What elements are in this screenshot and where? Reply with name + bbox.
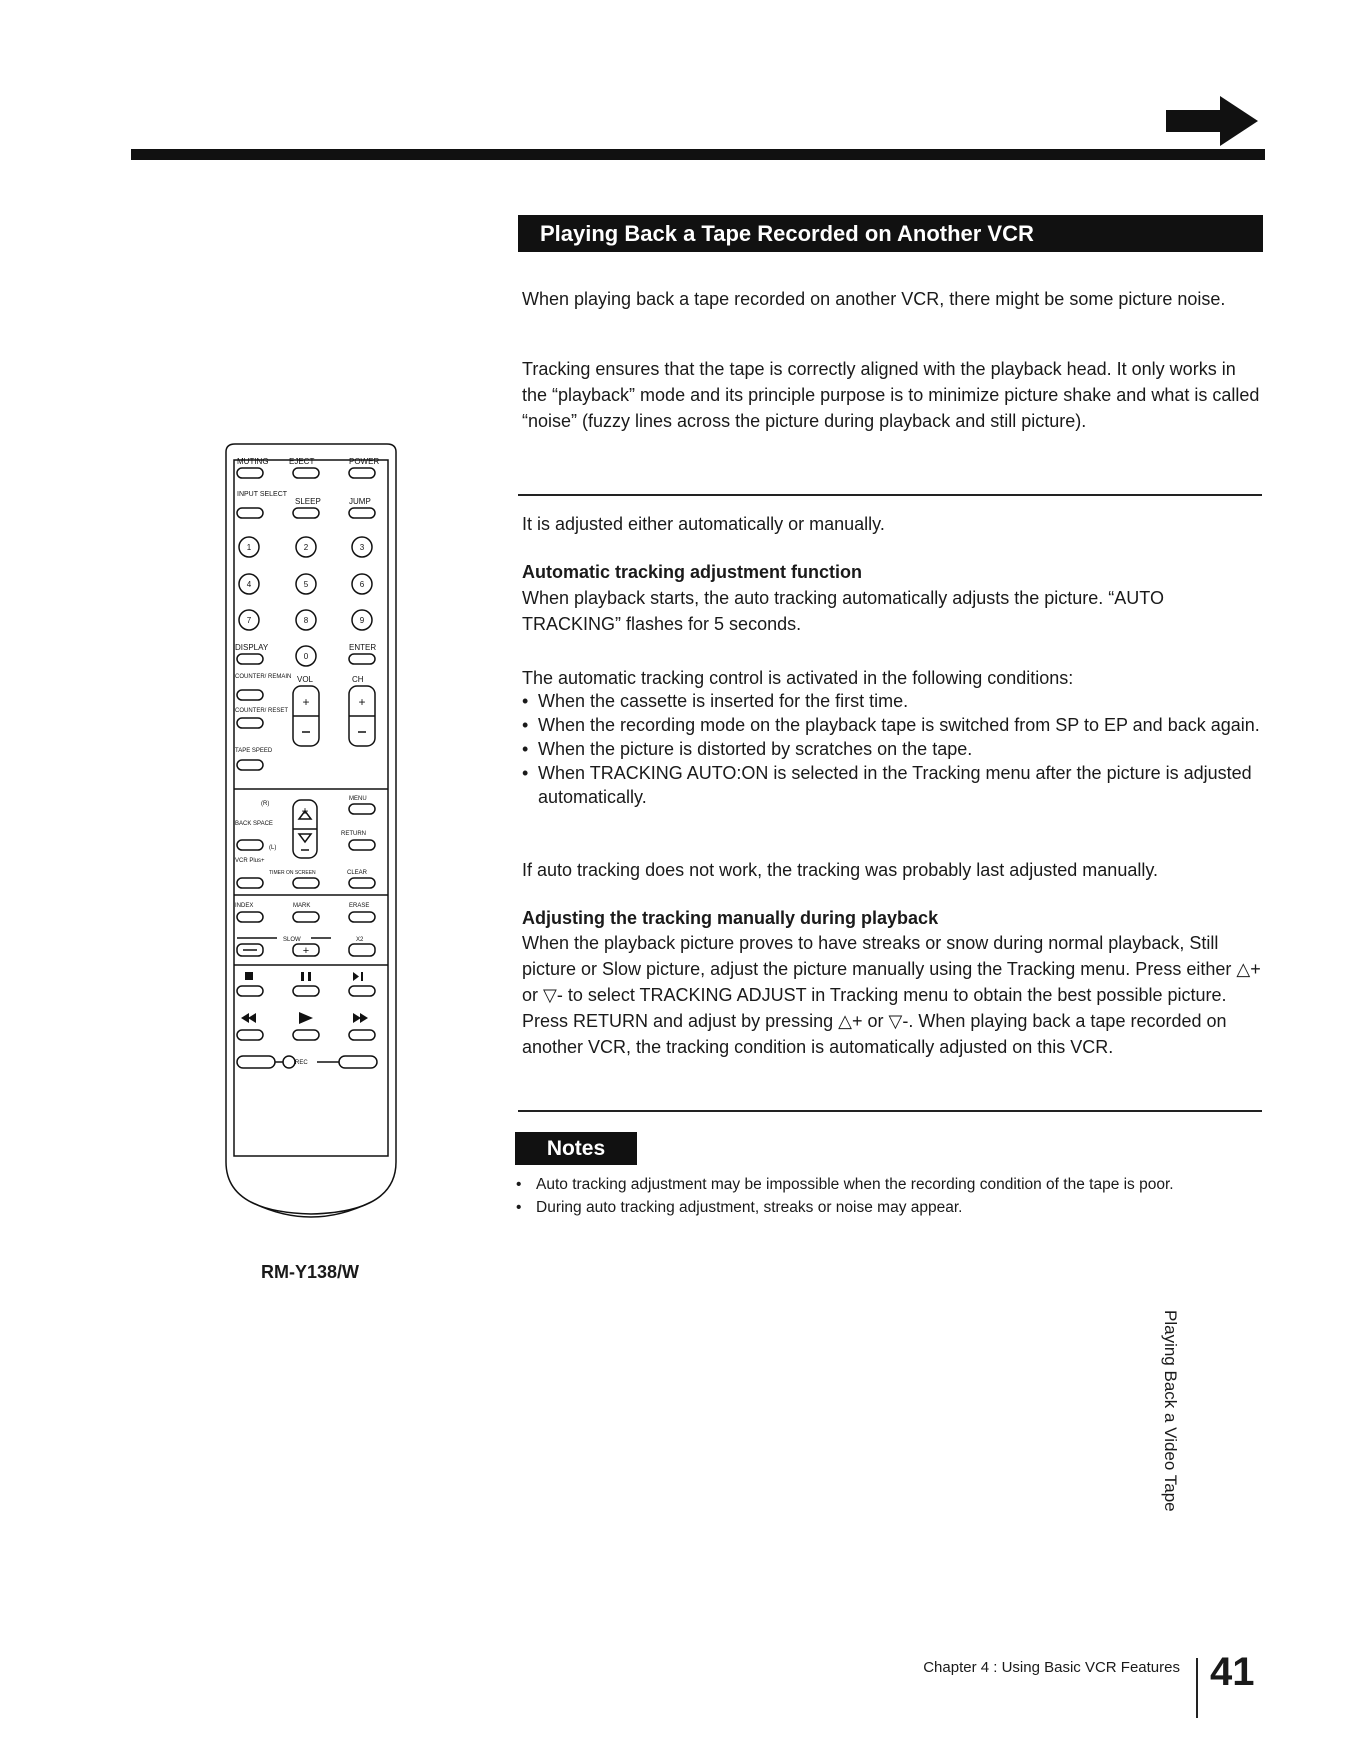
svg-text:+: + [358,695,366,709]
svg-text:VCR Plus+: VCR Plus+ [235,858,265,864]
remote-model-caption: RM-Y138/W [260,1262,359,1282]
divider [518,1110,1262,1112]
svg-text:COUNTER/ REMAIN: COUNTER/ REMAIN [235,674,292,680]
conditions-list [522,689,1262,809]
notes-list [516,1174,1258,1220]
svg-text:REC: REC [295,1060,308,1066]
svg-text:TAPE SPEED: TAPE SPEED [235,748,273,754]
list-item: • When TRACKING AUTO:ON is selected in the Tracking menu after the picture is adjusted automatically. [522,761,1262,809]
svg-text:JUMP: JUMP [349,497,371,506]
svg-text:3: 3 [359,543,365,552]
svg-text:RETURN: RETURN [341,831,366,837]
auto-tracking-paragraph: When playback starts, the auto tracking automatically adjusts the picture. “AUTO TRACKING” flashes for 5 seconds. [522,588,1164,634]
svg-text:+: + [301,804,309,818]
svg-text:INDEX: INDEX [235,903,254,909]
list-item: • When the picture is distorted by scratches on the tape. [522,737,1262,761]
manual-note-paragraph: If auto tracking does not work, the tracking was probably last adjusted manually. [522,860,1159,880]
svg-text:2: 2 [303,543,309,552]
list-item: • When the cassette is inserted for the first time. [522,689,1262,713]
svg-text:BACK SPACE: BACK SPACE [235,821,273,827]
svg-text:SLOW: SLOW [283,937,301,943]
tracking-explanation: Tracking ensures that the tape is correctly aligned with the playback head. It only works in the “playback” mode and its principle purpose is to minimize picture shake and what is called “noise” (fuzzy lines across the picture during playback and still picture). [522,359,1260,431]
page-number: 41 [1210,1650,1255,1694]
svg-text:5: 5 [303,580,309,589]
svg-text:TIMER ON SCREEN: TIMER ON SCREEN [269,870,316,876]
intro-paragraph: When playing back a tape recorded on another VCR, there might be some picture noise. [522,289,1226,309]
svg-text:9: 9 [359,616,365,625]
svg-text:VOL: VOL [297,675,314,684]
next-page-arrow-icon [1166,96,1258,146]
svg-text:1: 1 [246,543,252,552]
manual-tracking-heading: Adjusting the tracking manually during playback [522,908,939,928]
svg-text:(R): (R) [261,801,270,807]
svg-text:INPUT SELECT: INPUT SELECT [237,491,288,498]
manual-tracking-paragraph: When the playback picture proves to have streaks or snow during normal playback, Still picture or Slow picture, adjust the picture manually using the Tracking menu. Press either △+ or ▽- to select TRACKING ADJUST in Tracking menu to obtain the best possible picture. Press RETURN and adjust by pressing △+ or ▽-. When playing back a tape recorded on another VCR, the tracking condition is automatically adjusted on this VCR. [522,933,1261,1057]
auto-tracking-heading: Automatic tracking adjustment function [522,562,863,582]
remote-control-illustration [221,442,401,1244]
list-item: • During auto tracking adjustment, streaks or noise may appear. [516,1197,1258,1218]
divider [518,494,1262,496]
svg-text:CLEAR: CLEAR [347,870,368,876]
side-tab-label: Playing Back a Video Tape [1161,1310,1180,1512]
svg-text:0: 0 [303,652,309,661]
svg-text:EJECT: EJECT [289,457,315,466]
list-item: • Auto tracking adjustment may be impossible when the recording condition of the tape is poor. [516,1174,1258,1195]
svg-text:+: + [302,695,310,709]
svg-text:ERASE: ERASE [349,903,370,909]
header-rule [131,149,1265,160]
svg-text:6: 6 [359,580,365,589]
adjust-mode-paragraph: It is adjusted either automatically or manually. [522,514,885,534]
svg-text:SLEEP: SLEEP [295,497,321,506]
svg-text:ENTER: ENTER [349,643,377,652]
svg-text:CH: CH [352,675,364,684]
svg-text:(L): (L) [269,845,277,851]
svg-text:X2: X2 [356,937,364,943]
svg-text:8: 8 [303,616,309,625]
svg-text:MUTING: MUTING [237,457,269,466]
svg-text:DISPLAY: DISPLAY [235,643,269,652]
footer-divider [1196,1658,1198,1718]
notes-label: Notes [515,1132,637,1165]
list-item: • When the recording mode on the playback tape is switched from SP to EP and back again. [522,713,1262,737]
svg-text:COUNTER/ RESET: COUNTER/ RESET [235,708,289,714]
svg-text:MARK: MARK [293,903,311,909]
svg-text:4: 4 [246,580,252,589]
conditions-intro: The automatic tracking control is activated in the following conditions: [522,668,1074,688]
svg-text:+: + [302,945,310,957]
svg-text:POWER: POWER [349,457,380,466]
svg-text:MENU: MENU [349,796,367,802]
chapter-footer: Chapter 4 : Using Basic VCR Features [923,1659,1180,1676]
svg-text:7: 7 [246,616,252,625]
section-title: Playing Back a Tape Recorded on Another VCR [518,215,1263,252]
